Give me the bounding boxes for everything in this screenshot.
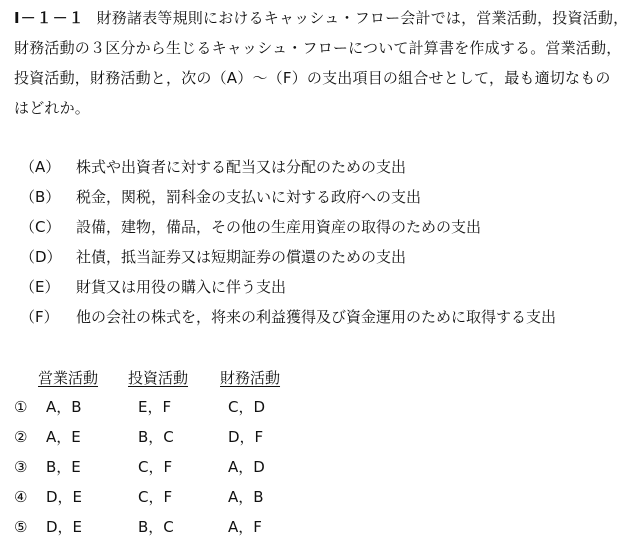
option-text: 税金，関税，罰科金の支払いに対する政府への支出 <box>76 188 422 206</box>
option-item-d <box>20 247 406 267</box>
choice-operating: A，B <box>46 398 82 416</box>
choice-operating: D，E <box>46 518 83 536</box>
option-item-f <box>20 307 556 327</box>
question-number: Ⅰ－１－１ <box>14 9 85 27</box>
answer-choice-1[interactable] <box>14 396 334 418</box>
option-label: （B） <box>20 188 61 206</box>
option-label: （F） <box>20 308 59 326</box>
answer-choice-5[interactable] <box>14 516 334 538</box>
question-line-4: はどれか。 <box>14 99 91 117</box>
header-operating: 営業活動 <box>38 369 99 387</box>
choice-financing: A，B <box>228 488 264 506</box>
choice-investing: B，C <box>138 518 174 536</box>
option-text: 株式や出資者に対する配当又は分配のための支出 <box>76 158 407 176</box>
question-line-1 <box>14 8 628 28</box>
choice-investing: C，F <box>138 488 173 506</box>
choice-operating: B，E <box>46 458 81 476</box>
choice-financing: C，D <box>228 398 266 416</box>
option-item-b <box>20 187 421 207</box>
choice-financing: A，D <box>228 458 265 476</box>
choice-financing: A，F <box>228 518 262 536</box>
choice-operating: A，E <box>46 428 81 446</box>
choice-mark: ④ <box>14 488 28 506</box>
choice-operating: D，E <box>46 488 83 506</box>
option-label: （D） <box>20 248 62 266</box>
question-line-2: 財務活動の３区分から生じるキャッシュ・フローについて計算書を作成する。営業活動， <box>14 39 622 57</box>
option-label: （A） <box>20 158 61 176</box>
choice-mark: ② <box>14 428 28 446</box>
header-financing: 財務活動 <box>220 369 281 387</box>
option-item-a <box>20 157 406 177</box>
answer-choice-3[interactable] <box>14 456 334 478</box>
option-item-c <box>20 217 481 237</box>
choice-mark: ⑤ <box>14 518 28 536</box>
question-text-1: 財務諸表等規則におけるキャッシュ・フロー会計では，営業活動，投資活動， <box>96 9 629 27</box>
option-item-e <box>20 277 286 297</box>
answer-choice-2[interactable] <box>14 426 334 448</box>
choice-investing: E，F <box>138 398 172 416</box>
option-text: 設備，建物，備品，その他の生産用資産の取得のための支出 <box>76 218 482 236</box>
choice-financing: D，F <box>228 428 264 446</box>
choice-investing: B，C <box>138 428 174 446</box>
choice-mark: ③ <box>14 458 28 476</box>
option-text: 他の会社の株式を，将来の利益獲得及び資金運用のために取得する支出 <box>76 308 557 326</box>
choice-investing: C，F <box>138 458 173 476</box>
header-investing: 投資活動 <box>128 369 189 387</box>
option-label: （E） <box>20 278 60 296</box>
option-text: 財貨又は用役の購入に伴う支出 <box>76 278 287 296</box>
answer-choice-4[interactable] <box>14 486 334 508</box>
choice-mark: ① <box>14 398 28 416</box>
option-text: 社債，抵当証券又は短期証券の償還のための支出 <box>76 248 407 266</box>
option-label: （C） <box>20 218 61 236</box>
question-line-3: 投資活動，財務活動と，次の（A）～（F）の支出項目の組合せとして，最も適切なもの <box>14 69 611 87</box>
